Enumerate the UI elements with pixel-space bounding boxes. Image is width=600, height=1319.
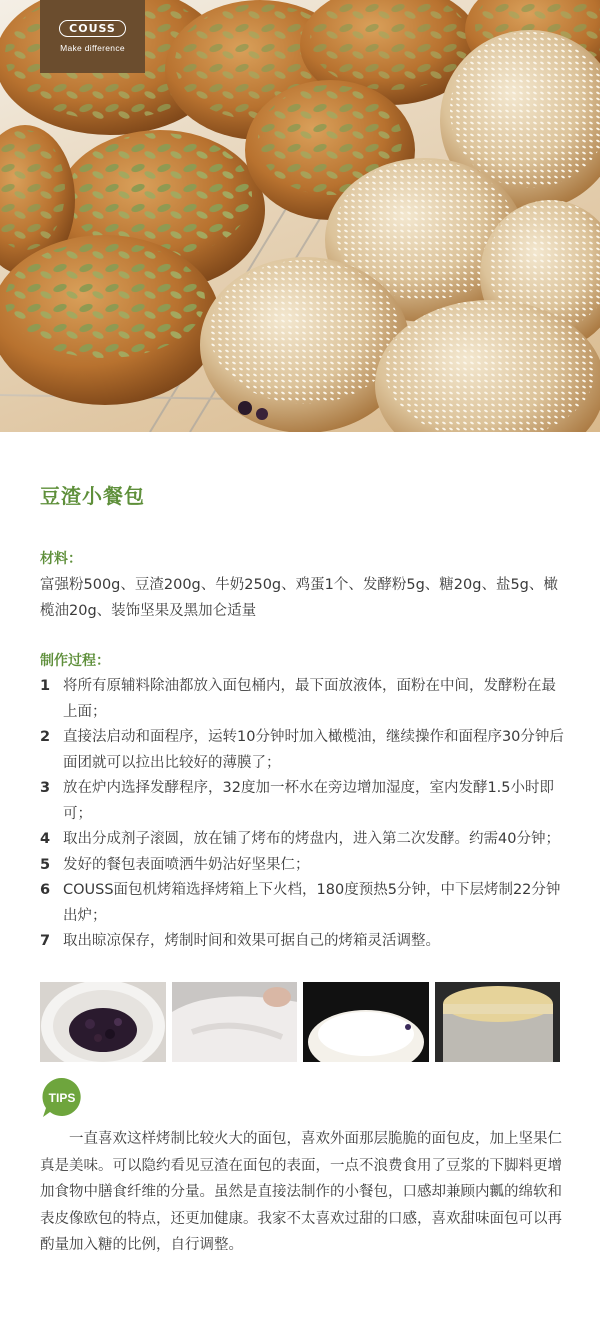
step-number: 4	[40, 831, 51, 847]
steps-list	[40, 674, 565, 955]
step-text: 发好的餐包表面喷洒牛奶沾好坚果仁；	[63, 856, 310, 873]
photo-dough-in-machine	[303, 982, 429, 1062]
step-text: 将所有原辅料除油都放入面包桶内，最下面放液体，面粉在中间，发酵粉在最上面；	[63, 678, 556, 720]
ingredients-text: 富强粉500g、豆渣200g、牛奶250g、鸡蛋1个、发酵粉5g、糖20g、盐5g、橄榄油20g、装饰坚果及黑加仑适量	[40, 577, 558, 619]
photo-baked-loaf	[435, 982, 561, 1062]
step-number: 2	[40, 729, 51, 745]
process-photos	[40, 982, 560, 1062]
step-item	[40, 853, 565, 879]
hero-photo	[0, 0, 600, 432]
tips-text: 一直喜欢这样烤制比较火大的面包，喜欢外面那层脆脆的面包皮，加上坚果仁真是美味。可以隐约看见豆渣在面包的表面，一点不浪费食用了豆浆的下脚料更增加食物中膳食纤维的分量。虽然是直接法制作的小餐包，口感却兼顾内瓤的绵软和表皮像欧包的特点，还更加健康。我家不太喜欢过甜的口感，喜欢甜味面包可以再酌量加入糖的比例，自行调整。	[40, 1131, 562, 1253]
step-number: 1	[40, 678, 51, 694]
recipe-title: 豆渣小餐包	[40, 484, 145, 508]
step-number: 5	[40, 856, 51, 873]
step-item	[40, 725, 565, 776]
step-item	[40, 674, 565, 725]
step-number: 7	[40, 933, 51, 949]
step-text: COUSS面包机烤箱选择烤箱上下火档，180度预热5分钟，中下层烤制22分钟出炉；	[63, 882, 561, 924]
step-number: 3	[40, 780, 51, 796]
step-text: 取出晾凉保存，烤制时间和效果可据自己的烤箱灵活调整。	[63, 933, 440, 949]
step-text: 取出分成剂子滚圆，放在铺了烤布的烤盘内，进入第二次发酵。约需40分钟；	[63, 831, 560, 847]
steps-heading: 制作过程：	[40, 653, 110, 669]
photo-raisins-bowl	[40, 982, 166, 1062]
tips-label: TIPS	[48, 1091, 76, 1105]
brand-tagline: Make difference	[60, 43, 125, 53]
step-item	[40, 878, 565, 929]
step-text: 放在炉内选择发酵程序，32度加一杯水在旁边增加湿度，室内发酵1.5小时即可；	[63, 780, 555, 822]
step-item	[40, 827, 565, 853]
photo-dough-stretch	[172, 982, 298, 1062]
step-item	[40, 929, 565, 955]
brand-logo	[40, 0, 145, 73]
brand-name: COUSS	[59, 20, 126, 37]
step-text: 直接法启动和面程序，运转10分钟时加入橄榄油，继续操作和面程序30分钟后面团就可以拉出比较好的薄膜了；	[63, 729, 564, 771]
ingredients-heading: 材料：	[40, 551, 82, 567]
step-number: 6	[40, 882, 51, 898]
tips-badge	[40, 1076, 84, 1118]
step-item	[40, 776, 565, 827]
